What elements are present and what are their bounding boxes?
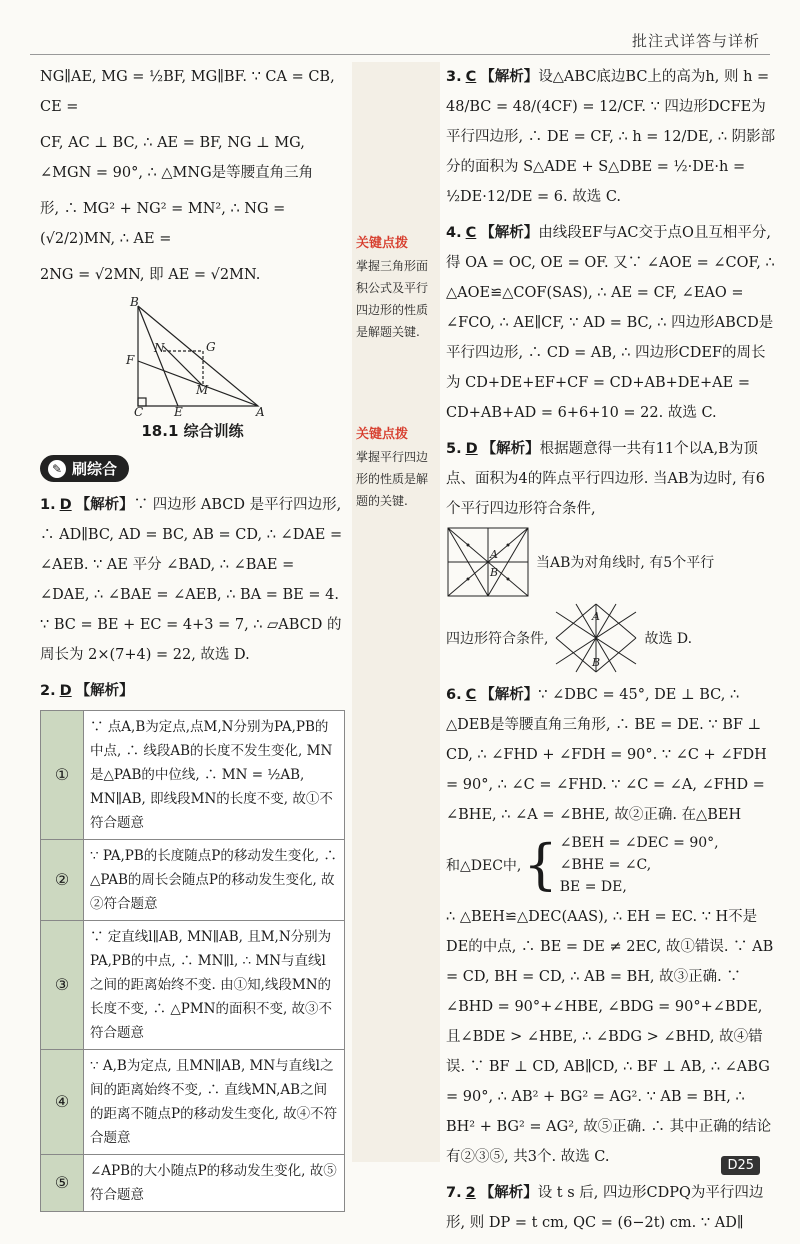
- section-badge: [40, 455, 129, 482]
- right-column: [446, 62, 776, 1244]
- label-a: A: [490, 548, 498, 561]
- question-6-cont: ∴ △BEH≌△DEC(AAS), ∴ EH = EC. ∵ H不是DE的中点, ∴ BE = DE ≠ 2EC, 故①错误. ∵ AB = CD, BH = CD, ∴ AB = BH, 故③正确. ∵ ∠BHD = 90°+∠HBE, ∠BDG = 90°+∠BDE, 且∠BDE > ∠HBE, ∴ ∠BDG > ∠BHD, 故④错误. ∵ BF ⊥ CD, AB∥CD, ∴ BF ⊥ AB, ∴ ∠ABG = 90°, ∴ AB² + BG² = AG². ∵ AB = BH, ∴ BH² + BG² = AG², 故⑤正确. ∴ 其中正确的结论有②③⑤, 共3个. 故选 C.: [446, 909, 774, 1165]
- tip-body: 掌握三角形面积公式及平行四边形的性质是解题关键.: [356, 259, 429, 339]
- brace-icon: {: [523, 833, 558, 896]
- brace-line: ∠BHE = ∠C,: [559, 857, 652, 873]
- question-6: 6. C 【解析】∵ ∠DBC = 45°, DE ⊥ BC, ∴ △DEB是等腰直角三角形, ∴ BE = DE. ∵ BF ⊥ CD, ∴ ∠FHD + ∠FDH = 90°. ∵ ∠C + ∠FDH = 90°, ∴ ∠C = ∠FHD. ∵ ∠C = ∠A, ∠FHD = ∠BHE, ∴ ∠A = ∠BHE, 故②正确. 在△BEH: [446, 687, 767, 823]
- table-row: ⑤ ∠APB的大小随点P的移动发生变化, 故⑤符合题意: [41, 1155, 345, 1212]
- q5-grid-row: [446, 526, 776, 598]
- left-column: [40, 62, 345, 1212]
- table-row: ④ ∵ A,B为定点, 且MN∥AB, MN与直线l之间的距离始终不变, ∴ 直线MN,AB之间的距离不随点P的移动发生变化, 故④不符合题意: [41, 1050, 345, 1155]
- triangle-figure: [118, 296, 268, 416]
- q5-grid-row-2: [446, 602, 776, 674]
- table-row: ② ∵ PA,PB的长度随点P的移动发生变化, ∴ △PAB的周长会随点P的移动发生变化, 故②符合题意: [41, 840, 345, 921]
- label-a: A: [255, 405, 265, 416]
- tip-box: [352, 232, 440, 343]
- bulb-icon: ✎: [48, 460, 66, 478]
- brace-prefix: 和△DEC中,: [446, 858, 522, 874]
- label-g: G: [205, 340, 216, 354]
- brace-line: BE = DE,: [559, 879, 627, 895]
- tip-title: 关键点拨: [356, 236, 409, 251]
- section-title: 刷综合: [72, 460, 118, 478]
- page-number: D25: [721, 1156, 760, 1175]
- tips-column: [352, 62, 440, 1162]
- label-b: B: [129, 296, 139, 309]
- intro-line: 2NG = √2MN, 即 AE = √2MN.: [40, 267, 261, 283]
- brace-block: [446, 832, 776, 898]
- label-b: B: [490, 566, 499, 579]
- table-row: ③ ∵ 定直线l∥AB, MN∥AB, 且M,N分别为PA,PB的中点, ∴ MN∥l, ∴ MN与直线l之间的距离始终不变. 由①知,线段MN的长度不变, ∴ △PMN的面积不变, 故③不符合题意: [41, 921, 345, 1050]
- label-b: B: [592, 656, 601, 669]
- q5-text2: 当AB为对角线时, 有5个平行: [536, 555, 715, 571]
- intro-line: NG∥AE, MG = ½BF, MG∥BF. ∵ CA = CB, CE =: [40, 69, 335, 115]
- label-e: E: [173, 405, 183, 416]
- question-5: 5. D 【解析】根据题意得一共有11个以A,B为顶点、面积为4的阵点平行四边形. 当AB为边时, 有6个平行四边形符合条件,: [446, 441, 766, 517]
- label-f: F: [125, 353, 134, 367]
- lattice-figure-1: [446, 526, 530, 598]
- section-caption: 18.1 综合训练: [141, 422, 244, 440]
- intro-line: 形, ∴ MG² + NG² = MN², ∴ NG = (√2/2)MN, ∴ AE =: [40, 201, 286, 247]
- label-m: M: [195, 383, 208, 397]
- analysis-table: [40, 710, 345, 1212]
- question-1: 1. D 【解析】∵ 四边形 ABCD 是平行四边形, ∴ AD∥BC, AD = BC, AB = CD, ∴ ∠DAE = ∠AEB. ∵ AE 平分 ∠BAD, ∴ ∠BAE = ∠DAE, ∴ ∠BAE = ∠AEB, ∴ BA = BE = 4. ∵ BC = BE + EC = 4+3 = 7, ∴ ▱ABCD 的周长为 2×(7+4) = 22, 故选 D.: [40, 497, 343, 663]
- lattice-figure-2: [554, 602, 638, 674]
- label-c: C: [133, 405, 143, 416]
- table-row: ① ∵ 点A,B为定点,点M,N分别为PA,PB的中点, ∴ 线段AB的长度不发生变化, MN是△PAB的中位线, ∴ MN = ½AB, MN∥AB, 即线段MN的长度不变, 故①不符合题意: [41, 711, 345, 840]
- question-3: 3. C 【解析】设△ABC底边BC上的高为h, 则 h = 48/BC = 48/(4CF) = 12/CF. ∵ 四边形DCFE为平行四边形, ∴ DE = CF, ∴ h = 12/DE, ∴ 阴影部分的面积为 S△ADE + S△DBE = ½·DE·h = ½DE·12/DE = 6. 故选 C.: [446, 69, 776, 205]
- question-4: 4. C 【解析】由线段EF与AC交于点O且互相平分, 得 OA = OC, OE = OF. 又∵ ∠AOE = ∠COF, ∴ △AOE≌△COF(SAS), ∴ AE = CF, ∠EAO = ∠FCO, ∴ AE∥CF, ∵ AD = BC, ∴ 四边形ABCD是平行四边形, ∴ CD = AB, ∴ 四边形CDEF的周长为 CD+DE+EF+CF = CD+AB+DE+AE = CD+AB+AD = 6+6+10 = 22. 故选 C.: [446, 225, 775, 421]
- question-2-head: 2. D 【解析】: [40, 683, 134, 699]
- tip-box: [352, 423, 440, 512]
- label-a: A: [592, 610, 601, 623]
- tip-title: 关键点拨: [356, 427, 409, 442]
- intro-line: CF, AC ⊥ BC, ∴ AE = BF, NG ⊥ MG, ∠MGN = 90°, ∴ △MNG是等腰直角三角: [40, 135, 314, 181]
- tip-body: 掌握平行四边形的性质是解题的关键.: [356, 450, 429, 508]
- page-header: 批注式详答与详析: [631, 32, 760, 50]
- brace-line: ∠BEH = ∠DEC = 90°,: [559, 835, 719, 851]
- q5-text3: 四边形符合条件,: [446, 631, 549, 647]
- question-7: 7. 2 【解析】设 t s 后, 四边形CDPQ为平行四边形, 则 DP = t cm, QC = (6−2t) cm. ∵ AD∥: [446, 1185, 764, 1231]
- q5-text4: 故选 D.: [644, 631, 693, 647]
- label-n: N: [153, 341, 164, 355]
- header-divider: [30, 54, 770, 55]
